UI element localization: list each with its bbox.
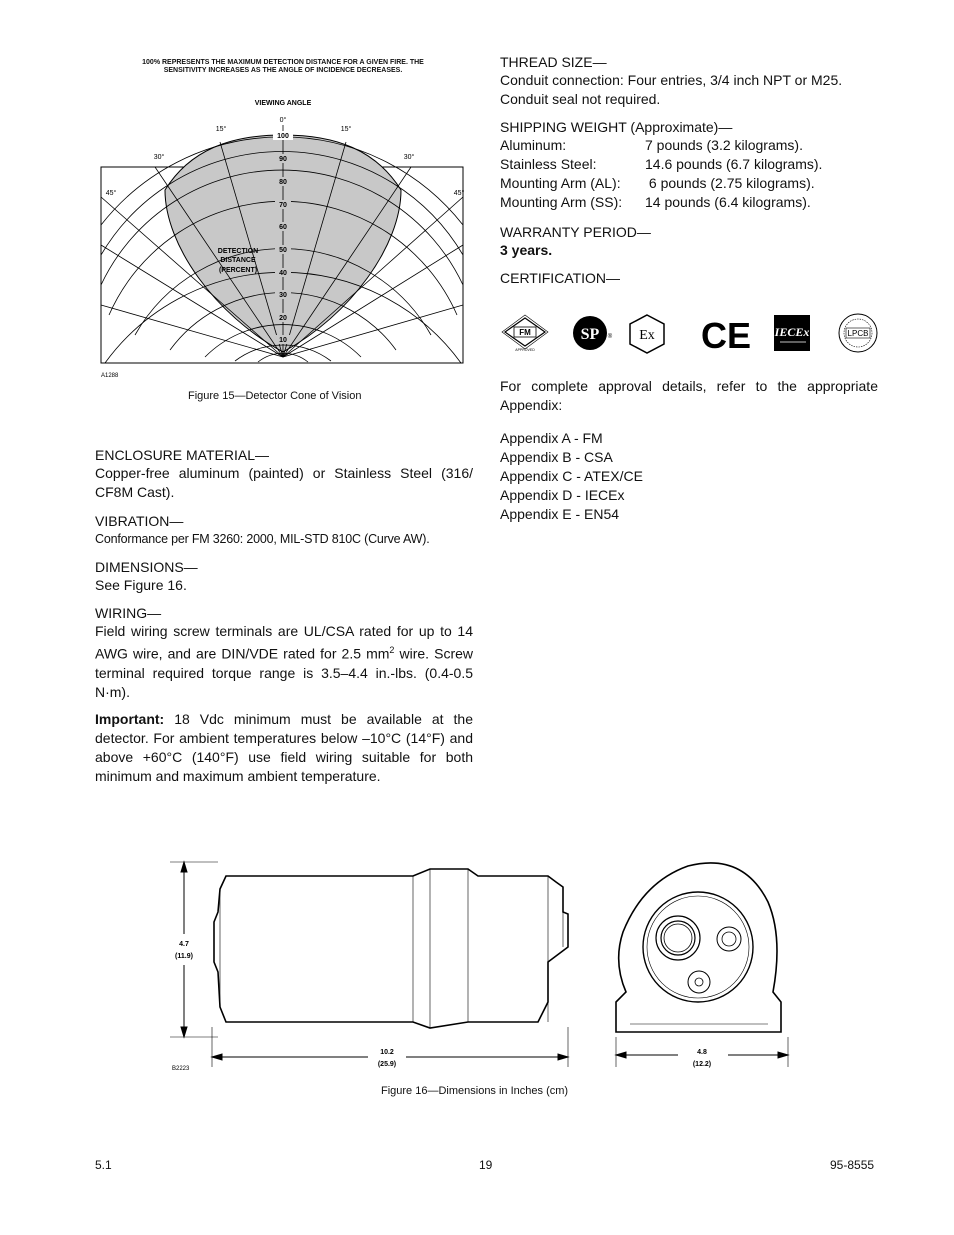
svg-text:FM: FM <box>519 328 531 337</box>
ce-logo <box>701 315 751 356</box>
enclosure-heading: ENCLOSURE MATERIAL— <box>95 447 269 463</box>
csa-logo <box>573 316 613 350</box>
drawing-id-a1288: A1288 <box>101 373 119 379</box>
left-column <box>95 446 473 786</box>
dimensions-drawing <box>168 852 794 1077</box>
certification-logos <box>500 312 884 356</box>
tick-30: 30 <box>279 292 287 299</box>
svg-text:LPCB: LPCB <box>847 329 869 338</box>
right-column <box>500 53 878 287</box>
wiring-heading: WIRING— <box>95 605 162 621</box>
ex-logo <box>630 315 664 353</box>
width-cm-label: (12.2) <box>692 1061 712 1068</box>
angle-45-left-label: 45° <box>105 190 117 197</box>
tick-20: 20 <box>279 315 287 322</box>
angle-15-right-label: 15° <box>340 126 352 133</box>
angle-15-left-label: 15° <box>215 126 227 133</box>
shipping-row: Mounting Arm (AL): 6 pounds (2.75 kilograms). <box>500 175 815 191</box>
lpcb-logo <box>839 314 877 352</box>
footer-document-number: 95-8555 <box>830 1158 875 1172</box>
tick-70: 70 <box>279 202 287 209</box>
footer-version: 5.1 <box>95 1158 112 1172</box>
angle-45-right-label: 45° <box>453 190 465 197</box>
warranty-heading: WARRANTY PERIOD— <box>500 224 651 240</box>
angle-0-label: 0° <box>279 117 287 124</box>
vibration-text: Conformance per FM 3260: 2000, MIL-STD 810C (Curve AW). <box>95 532 430 546</box>
appendix-item: Appendix C - ATEX/CE <box>500 468 643 484</box>
svg-text:®: ® <box>607 334 613 340</box>
center-label-line-1: DETECTION <box>217 248 259 255</box>
appendix-item: Appendix B - CSA <box>500 449 613 465</box>
shipping-row: Stainless Steel: 14.6 pounds (6.7 kilograms). <box>500 156 823 172</box>
drawing-id-b2223: B2223 <box>172 1066 190 1072</box>
figure15-note: 100% REPRESENTS THE MAXIMUM DETECTION DISTANCE FOR A GIVEN FIRE. THE SENSITIVITY INCREASES AS THE ANGLE OF INCIDENCE DECREASES. <box>142 59 424 74</box>
certification-heading: CERTIFICATION— <box>500 270 621 286</box>
dimensions-heading: DIMENSIONS— <box>95 559 198 575</box>
thread-heading: THREAD SIZE— <box>500 54 607 70</box>
length-label: 10.2 <box>380 1049 394 1056</box>
figure15-caption: Figure 15—Detector Cone of Vision <box>188 390 362 402</box>
appendix-item: Appendix D - IECEx <box>500 487 625 503</box>
svg-text:APPROVED: APPROVED <box>515 348 535 352</box>
tick-60: 60 <box>279 224 287 231</box>
approval-text: For complete approval details, refer to the appropriate Appendix: <box>500 378 878 413</box>
width-label: 4.8 <box>697 1049 707 1056</box>
tick-40: 40 <box>279 270 287 277</box>
height-cm-label: (11.9) <box>175 953 193 960</box>
shipping-row: Aluminum: 7 pounds (3.2 kilograms). <box>500 137 803 153</box>
appendix-item: Appendix A - FM <box>500 430 603 446</box>
shipping-row: Mounting Arm (SS): 14 pounds (6.4 kilograms). <box>500 194 811 210</box>
wiring-text: Field wiring screw terminals are UL/CSA rated for up to 14 AWG wire, and are DIN/VDE rated for 2.5 $mm^2$ wire. Screw terminal required torque range is 3.5–4.4 in.-lbs. (0.4-0.5 N·m). <box>95 623 474 700</box>
height-label: 4.7 <box>179 941 189 948</box>
svg-text:CE: CE <box>700 315 752 356</box>
svg-text:IECEx: IECEx <box>774 325 810 339</box>
tick-10: 10 <box>279 337 287 344</box>
tick-80: 80 <box>279 179 287 186</box>
enclosure-text: Copper-free aluminum (painted) or Stainless Steel (316/ CF8M Cast). <box>95 465 473 500</box>
length-cm-label: (25.9) <box>377 1061 397 1068</box>
fm-approved-logo <box>502 315 548 352</box>
vibration-heading: VIBRATION— <box>95 513 184 529</box>
angle-30-left-label: 30° <box>153 154 165 161</box>
appendix-item: Appendix E - EN54 <box>500 506 620 522</box>
dimensions-text: See Figure 16. <box>95 577 187 593</box>
tick-100: 100 <box>277 133 289 140</box>
tick-90: 90 <box>279 156 287 163</box>
figure16-caption: Figure 16—Dimensions in Inches (cm) <box>381 1085 569 1097</box>
iecex-logo <box>774 315 810 351</box>
tick-50: 50 <box>279 247 287 254</box>
angle-30-right-label: 30° <box>403 154 415 161</box>
shipping-heading: SHIPPING WEIGHT (Approximate)— <box>500 119 733 135</box>
svg-text:Ex: Ex <box>639 328 655 343</box>
thread-text: Conduit connection: Four entries, 3/4 inch NPT or M25. Conduit seal not required. <box>500 72 843 107</box>
center-label-line-3: (PERCENT) <box>218 267 258 274</box>
important-note: Important: 18 Vdc minimum must be available at the detector. For ambient temperatures below –10°C (14°F) and above +60°C (140°F) use field wiring suitable for both minimum and maximum ambient temperature. <box>95 710 473 784</box>
warranty-value: 3 years. <box>500 242 553 258</box>
approval-section <box>500 377 878 524</box>
svg-text:SP: SP <box>580 326 600 343</box>
footer-page-number: 19 <box>479 1158 493 1172</box>
viewing-angle-label: VIEWING ANGLE <box>254 100 312 107</box>
center-label-line-2: DISTANCE <box>220 257 256 264</box>
cone-of-vision-diagram <box>95 95 475 385</box>
